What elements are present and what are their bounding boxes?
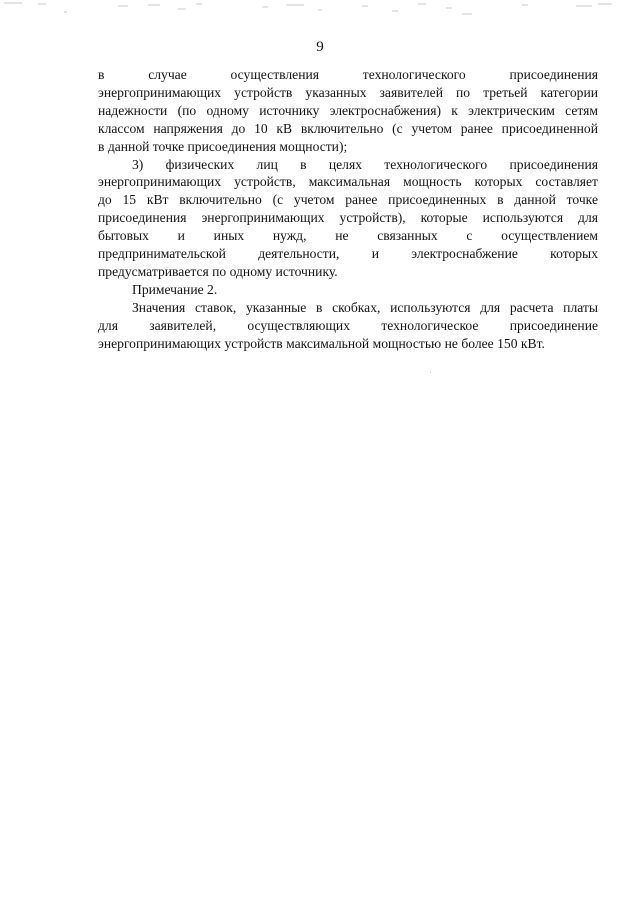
text-line: энергопринимающих устройств указанных заявителей по третьей категории <box>98 84 598 100</box>
document-body <box>98 66 598 353</box>
text-line: для заявителей, осуществляющих технологическое присоединение <box>98 317 598 333</box>
scan-speck <box>430 372 431 373</box>
text-line: в случае осуществления технологического присоединения <box>98 67 598 82</box>
note-paragraph <box>98 299 598 353</box>
text-line: присоединения энергопринимающих устройств), которые используются для <box>98 210 598 226</box>
paragraph-individuals <box>98 156 598 281</box>
text-line: бытовых и иных нужд, не связанных с осуществлением <box>98 228 598 244</box>
text-line: энергопринимающих устройств, максимальная мощность которых составляет <box>98 174 598 190</box>
text-line: до 15 кВт включительно (с учетом ранее присоединенных в данной точке <box>98 192 598 208</box>
text-line: предпринимательской деятельности, и электроснабжение которых <box>98 246 598 262</box>
text-line: надежности (по одному источнику электроснабжения) к электрическим сетям <box>98 102 598 118</box>
page-number: 9 <box>316 39 324 55</box>
text-line: Значения ставок, указанные в скобках, используются для расчета платы <box>132 299 598 315</box>
scan-artifacts <box>0 0 640 22</box>
text-line: в данной точке присоединения мощности); <box>98 138 348 154</box>
note-label: Примечание 2. <box>132 281 218 297</box>
text-line: классом напряжения до 10 кВ включительно (с учетом ранее присоединенной <box>98 120 598 136</box>
text-line: 3) физических лиц в целях технологического присоединения <box>132 156 598 172</box>
text-line: энергопринимающих устройств максимальной мощностью не более 150 кВт. <box>98 335 545 351</box>
text-line: предусматривается по одному источнику. <box>98 263 338 279</box>
paragraph-voltage-class <box>98 66 598 156</box>
